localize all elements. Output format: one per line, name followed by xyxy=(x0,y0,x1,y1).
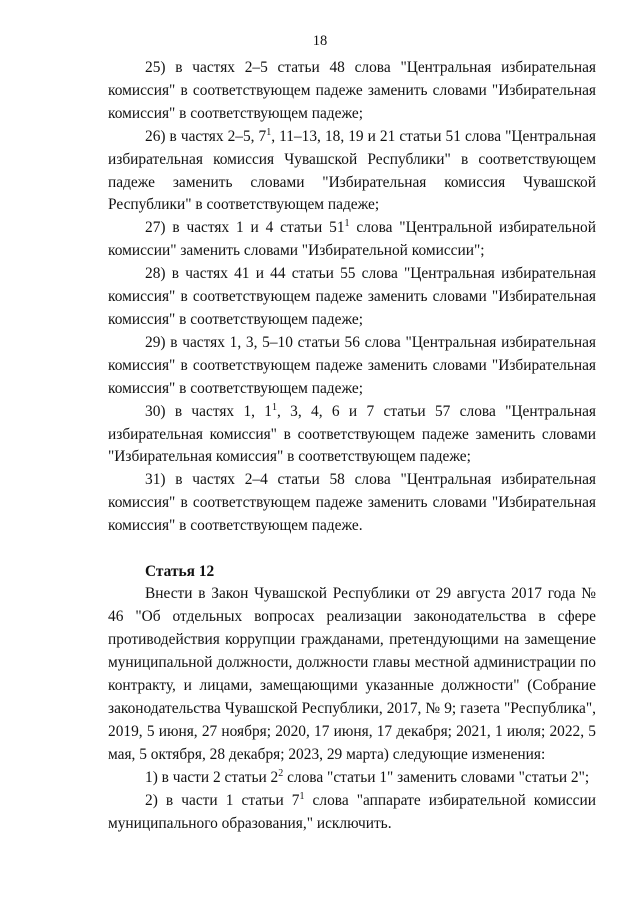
paragraph-a1 xyxy=(108,767,596,790)
page-number: 18 xyxy=(312,33,328,49)
superscript-index: 1 xyxy=(344,218,350,230)
superscript-index: 1 xyxy=(272,401,278,413)
document-body xyxy=(108,57,596,835)
paragraph-text: 26) в частях 2–5, 7 xyxy=(145,127,267,145)
paragraph-text: , 3, 4, 6 и 7 статьи 57 слова "Центральная избирательная комиссия" в соответствующем падеже заменить словами "Избирательная комиссия" в соответствующем падеже; xyxy=(108,402,596,466)
paragraph-a2 xyxy=(108,790,596,836)
paragraph-intro xyxy=(108,583,596,766)
paragraph-text: 29) в частях 1, 3, 5–10 статьи 56 слова "Центральная избирательная комиссия" в соответствующем падеже заменить словами "Избирательная комиссия" в соответствующем падеже; xyxy=(108,333,596,397)
paragraph-text: 31) в частях 2–4 статьи 58 слова "Центральная избирательная комиссия" в соответствующем падеже заменить словами "Избирательная комиссия" в соответствующем падеже. xyxy=(108,471,596,535)
paragraph-text: 28) в частях 41 и 44 статьи 55 слова "Центральная избирательная комиссия" в соответствующем падеже заменить словами "Избирательная комиссия" в соответствующем падеже; xyxy=(108,265,596,328)
paragraph-text: 1) в части 2 статьи 2 xyxy=(145,768,279,786)
superscript-index: 1 xyxy=(266,126,272,138)
paragraph-text: Внести в Закон Чувашской Республики от 29 августа 2017 года № 46 "Об отдельных вопросах реализации законодательства в сфере противодействия коррупции гражданами, претендующими на замещение муниципальной должности, должности главы местной администрации по контракту, и лицами, замещающими указанные должности" (Собрание законодательства Чувашской Республики, 2017, № 9; газета "Республика", 2019, 5 июня, 27 ноября; 2020, 17 июня, 17 декабря; 2021, 1 июля; 2022, 5 мая, 5 октября, 28 декабря; 2023, 29 марта) следующие изменения: xyxy=(108,585,596,763)
paragraph-text: 25) в частях 2–5 статьи 48 слова "Центральная избирательная комиссия" в соответствующем падеже заменить словами "Избирательная комиссия" в соответствующем падеже; xyxy=(108,59,596,122)
paragraph-text: слова "Центральной избирательной комиссии" заменить словами "Избирательной комиссии"; xyxy=(108,219,596,260)
paragraph-p31 xyxy=(108,469,596,538)
paragraph-text: 30) в частях 1, 1 xyxy=(145,402,273,420)
paragraph-p30 xyxy=(108,401,596,470)
paragraph-text: 27) в частях 1 и 4 статьи 51 xyxy=(145,219,345,237)
paragraph-p26 xyxy=(108,126,596,218)
paragraph-p29 xyxy=(108,332,596,401)
superscript-index: 2 xyxy=(278,767,284,779)
superscript-index: 1 xyxy=(299,790,305,802)
paragraph-p28 xyxy=(108,263,596,332)
paragraph-p25 xyxy=(108,57,596,126)
paragraph-text: 2) в части 1 статьи 7 xyxy=(145,791,300,809)
paragraph-p27 xyxy=(108,217,596,263)
paragraph-text: слова "статьи 1" заменить словами "статьи 2"; xyxy=(283,768,590,786)
paragraph-text: слова "аппарате избирательной комиссии муниципального образования," исключить. xyxy=(108,791,596,832)
article-12-title: Статья 12 xyxy=(145,562,215,580)
article-12-amendments xyxy=(108,583,596,835)
paragraph-text: , 11–13, 18, 19 и 21 статьи 51 слова "Центральная избирательная комиссия Чувашской Республики" в соответствующем падеже заменить словами "Избирательная комиссия Чувашской Республики" в соответствующем падеже; xyxy=(108,127,596,214)
article-11-amendments xyxy=(108,57,596,538)
